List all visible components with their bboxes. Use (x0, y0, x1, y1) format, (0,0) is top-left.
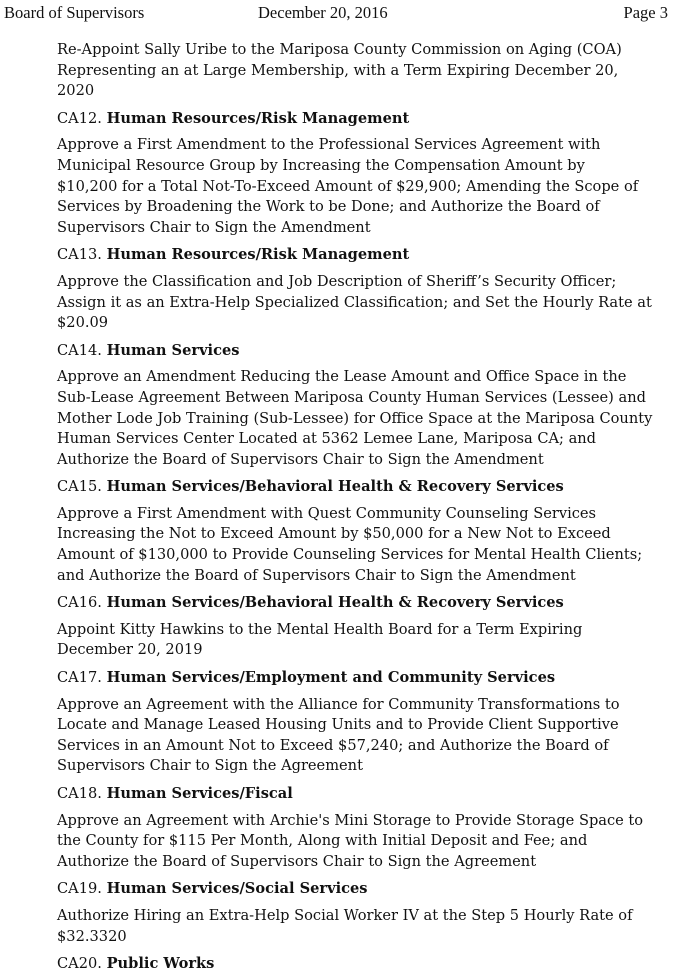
agenda-item-description (57, 906, 663, 947)
agenda-item-description (57, 620, 663, 661)
description-line: the County for $115 Per Month, Along with Initial Deposit and Fee; and (57, 832, 588, 850)
description-line: Supervisors Chair to Sign the Agreement (57, 757, 363, 775)
description-line: Approve an Agreement with Archie's Mini Storage to Provide Storage Space to (57, 811, 644, 829)
description-line: Assign it as an Extra-Help Specialized Classification; and Set the Hourly Rate at (57, 293, 652, 311)
agenda-item-code: CA14. (57, 341, 102, 359)
description-line: Amount of $130,000 to Provide Counseling Services for Mental Health Clients; (57, 546, 643, 564)
intro-line: Re-Appoint Sally Uribe to the Mariposa County Commission on Aging (COA) (57, 41, 622, 58)
header-board-name: Board of Supervisors (4, 3, 145, 22)
header-meeting-date: December 20, 2016 (258, 3, 388, 22)
agenda-item (57, 784, 663, 872)
intro-line: Representing an at Large Membership, with a Term Expiring December 20, (57, 61, 619, 79)
description-line: Locate and Manage Leased Housing Units and to Provide Client Supportive (57, 716, 619, 734)
agenda-item-title (57, 341, 663, 362)
description-line: Authorize the Board of Supervisors Chair to Sign the Amendment (57, 450, 544, 468)
agenda-content (57, 40, 663, 975)
intro-paragraph (57, 40, 663, 102)
agenda-item-department: Human Services/Social Services (106, 880, 368, 898)
agenda-item-title (57, 879, 663, 900)
agenda-item-code: CA19. (57, 880, 102, 898)
description-line: $32.3320 (57, 927, 127, 945)
agenda-item-title (57, 954, 663, 975)
agenda-item-title (57, 109, 663, 130)
description-line: Approve a First Amendment with Quest Community Counseling Services (57, 504, 597, 522)
agenda-item-description (57, 695, 663, 777)
agenda-item-description (57, 367, 663, 470)
agenda-item-description (57, 811, 663, 873)
agenda-item-department: Public Works (106, 955, 215, 973)
agenda-item-department: Human Resources/Risk Management (106, 246, 410, 264)
agenda-item-title (57, 477, 663, 498)
description-line: Mother Lode Job Training (Sub-Lessee) for Office Space at the Mariposa County (57, 409, 653, 427)
agenda-item-description (57, 504, 663, 586)
agenda-item-title (57, 593, 663, 614)
description-line: Increasing the Not to Exceed Amount by $50,000 for a New Not to Exceed (57, 525, 611, 543)
agenda-item-title (57, 668, 663, 689)
description-line: $20.09 (57, 314, 109, 332)
page-header (0, 3, 680, 23)
agenda-item (57, 879, 663, 947)
agenda-item-code: CA13. (57, 246, 102, 264)
description-line: Human Services Center Located at 5362 Lemee Lane, Mariposa CA; and (57, 430, 597, 448)
description-line: Municipal Resource Group by Increasing the Compensation Amount by (57, 156, 585, 174)
agenda-item (57, 477, 663, 586)
header-page-number: Page 3 (623, 3, 668, 22)
description-line: Approve a First Amendment to the Professional Services Agreement with (57, 136, 601, 154)
description-line: Supervisors Chair to Sign the Amendment (57, 218, 371, 236)
agenda-item-code: CA20. (57, 955, 102, 973)
agenda-item (57, 109, 663, 239)
agenda-item (57, 341, 663, 471)
description-line: Appoint Kitty Hawkins to the Mental Health Board for a Term Expiring (57, 620, 583, 638)
agenda-item-description (57, 135, 663, 238)
description-line: Authorize Hiring an Extra-Help Social Worker IV at the Step 5 Hourly Rate of (57, 906, 633, 924)
agenda-item-title (57, 245, 663, 266)
consent-agenda-items (57, 109, 663, 975)
agenda-item-department: Human Services/Fiscal (106, 785, 293, 802)
description-line: and Authorize the Board of Supervisors Chair to Sign the Amendment (57, 566, 576, 584)
agenda-item (57, 954, 663, 975)
agenda-item-description (57, 272, 663, 334)
agenda-item-department: Human Services/Behavioral Health & Recovery Services (106, 594, 564, 612)
agenda-item-title (57, 784, 663, 805)
description-line: Approve the Classification and Job Description of Sheriff’s Security Officer; (57, 272, 617, 290)
agenda-item-code: CA18. (57, 785, 102, 802)
agenda-item-code: CA16. (57, 594, 102, 612)
description-line: Approve an Amendment Reducing the Lease Amount and Office Space in the (57, 368, 627, 386)
agenda-item-department: Human Services/Behavioral Health & Recovery Services (106, 478, 564, 496)
description-line: Authorize the Board of Supervisors Chair to Sign the Agreement (57, 852, 537, 870)
agenda-item-department: Human Services/Employment and Community Services (106, 669, 556, 687)
description-line: December 20, 2019 (57, 641, 203, 659)
description-line: Services by Broadening the Work to be Done; and Authorize the Board of (57, 198, 600, 216)
agenda-item-code: CA12. (57, 109, 102, 127)
agenda-item-department: Human Resources/Risk Management (106, 109, 410, 127)
description-line: Sub-Lease Agreement Between Mariposa County Human Services (Lessee) and (57, 388, 646, 406)
intro-line: 2020 (57, 82, 95, 100)
description-line: Approve an Agreement with the Alliance for Community Transformations to (57, 695, 620, 713)
agenda-item-code: CA15. (57, 478, 102, 496)
agenda-item (57, 668, 663, 777)
agenda-item (57, 593, 663, 661)
description-line: $10,200 for a Total Not-To-Exceed Amount of $29,900; Amending the Scope of (57, 177, 639, 195)
agenda-item (57, 245, 663, 333)
agenda-item-department: Human Services (106, 341, 240, 359)
description-line: Services in an Amount Not to Exceed $57,240; and Authorize the Board of (57, 736, 609, 754)
agenda-item-code: CA17. (57, 669, 102, 687)
